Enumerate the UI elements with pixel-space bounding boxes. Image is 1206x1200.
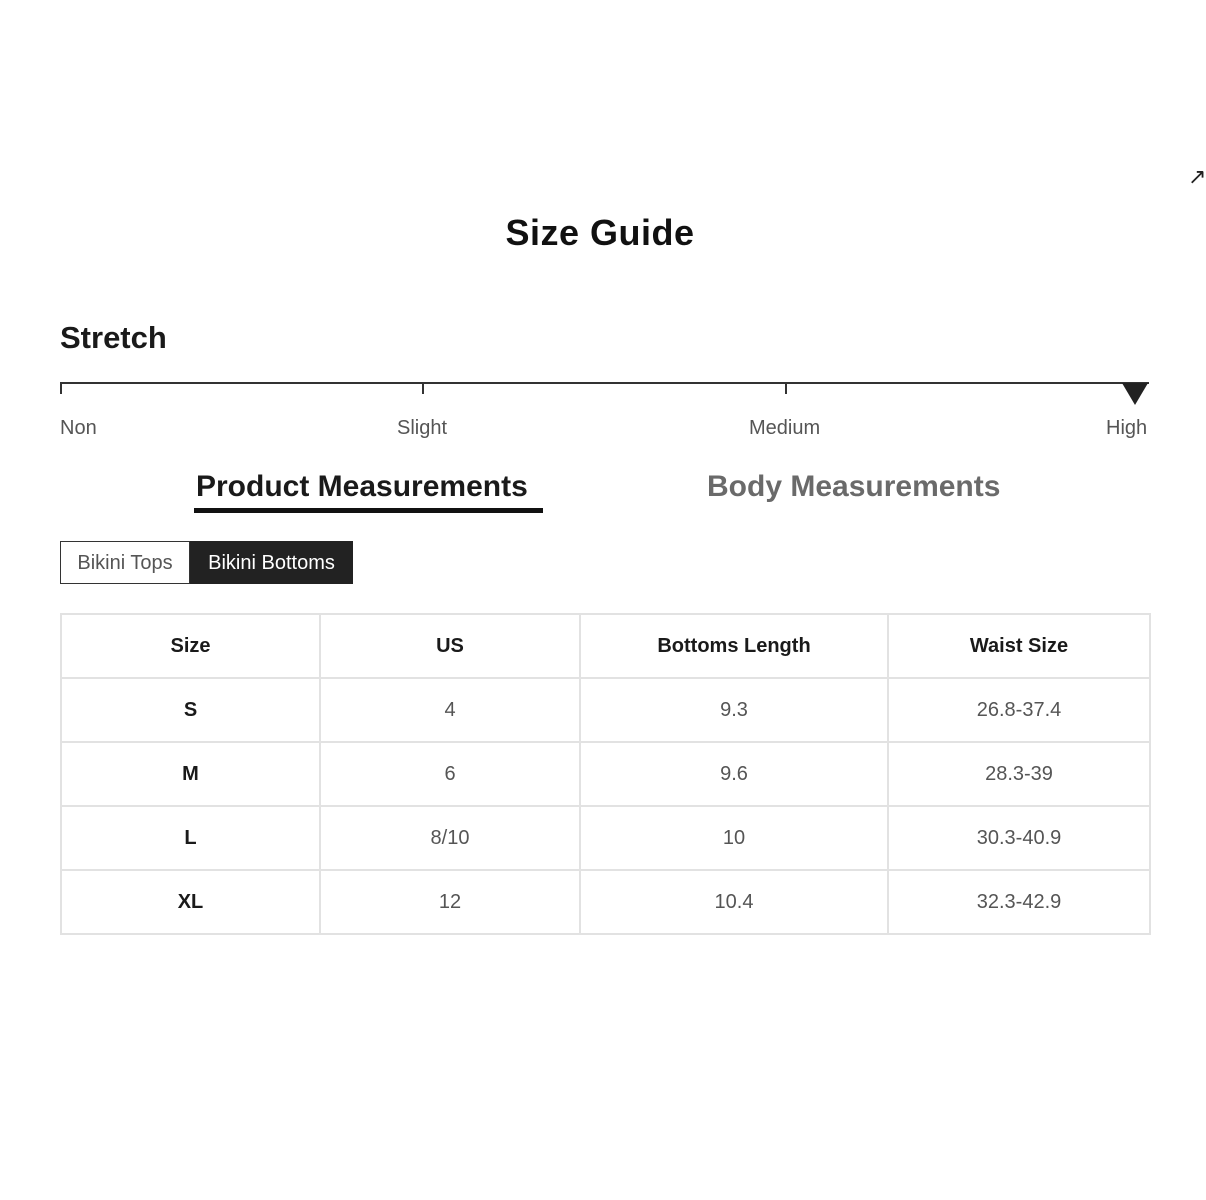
us-cell: 4 [320,678,580,742]
size-table [60,613,1151,935]
bottoms-length-cell: 10 [580,806,888,870]
stretch-level-marker-icon [1122,383,1148,405]
bikini-tops-toggle[interactable]: Bikini Tops [60,541,190,584]
header-size: Size [61,614,320,678]
size-cell: XL [61,870,320,934]
size-cell: L [61,806,320,870]
stretch-label-medium: Medium [749,417,821,439]
header-bottoms-length: Bottoms Length [580,614,888,678]
close-icon[interactable]: ↗ [1188,165,1206,190]
us-cell: 12 [320,870,580,934]
header-waist-size: Waist Size [888,614,1150,678]
stretch-label-high: High [1106,417,1148,439]
header-us: US [320,614,580,678]
stretch-tick-non [60,382,62,394]
table-row [61,678,1150,742]
table-row [61,806,1150,870]
table-header-row [61,614,1150,678]
us-cell: 6 [320,742,580,806]
tab-product-measurements[interactable]: Product Measurements [196,470,528,503]
stretch-scale-line [60,382,1149,384]
bottoms-length-cell: 9.6 [580,742,888,806]
waist-size-cell: 28.3-39 [888,742,1150,806]
table-row [61,870,1150,934]
table-row [61,742,1150,806]
stretch-label-slight: Slight [397,417,448,439]
stretch-tick-slight [422,382,424,394]
waist-size-cell: 32.3-42.9 [888,870,1150,934]
stretch-tick-medium [785,382,787,394]
waist-size-cell: 26.8-37.4 [888,678,1150,742]
size-cell: S [61,678,320,742]
tab-body-measurements[interactable]: Body Measurements [707,470,1001,503]
bikini-bottoms-toggle[interactable]: Bikini Bottoms [190,541,353,584]
waist-size-cell: 30.3-40.9 [888,806,1150,870]
us-cell: 8/10 [320,806,580,870]
stretch-heading: Stretch [60,320,167,355]
active-tab-underline [194,508,543,513]
stretch-label-non: Non [60,417,97,439]
bottoms-length-cell: 9.3 [580,678,888,742]
size-cell: M [61,742,320,806]
bottoms-length-cell: 10.4 [580,870,888,934]
page-title: Size Guide [505,212,695,253]
